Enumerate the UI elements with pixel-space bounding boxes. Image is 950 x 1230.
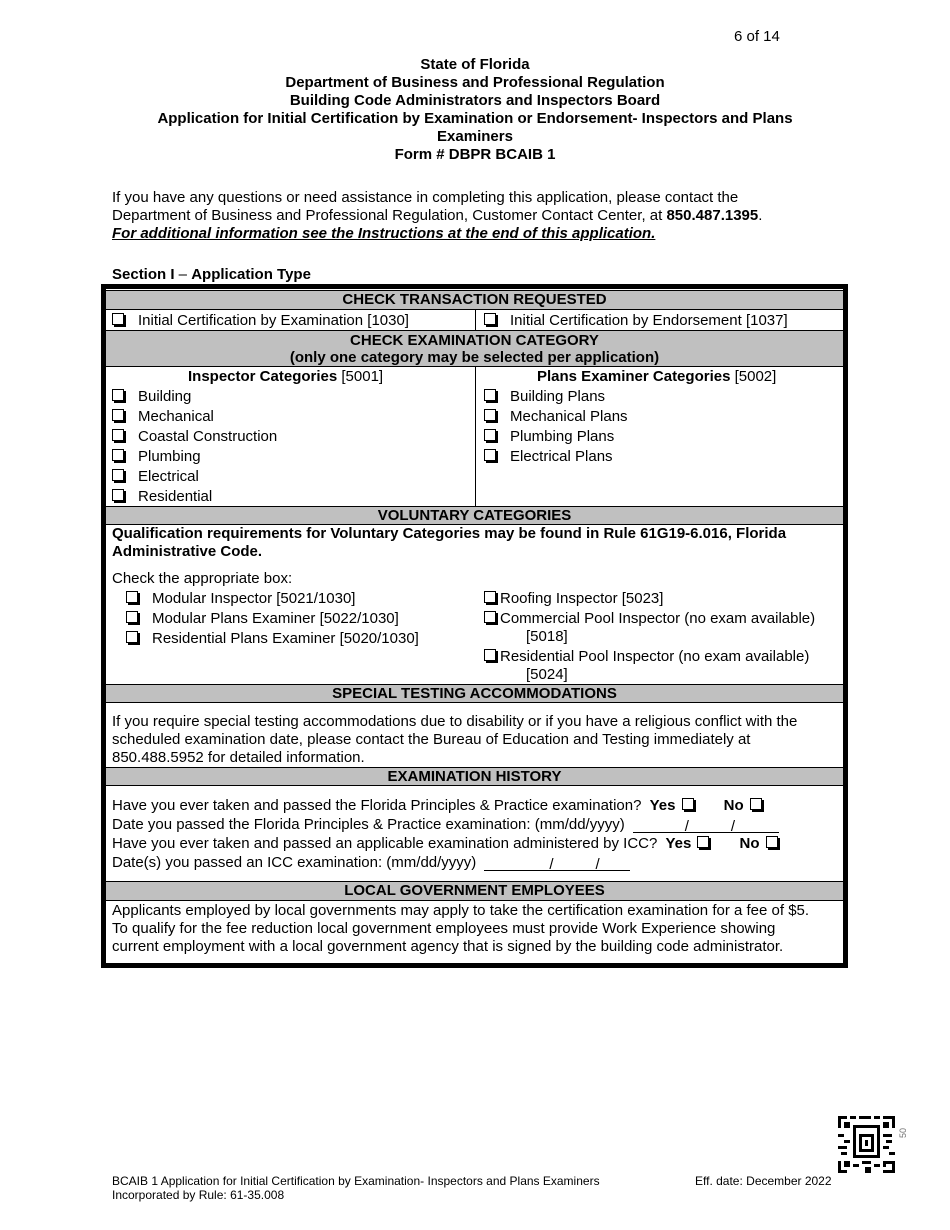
checkbox-icon[interactable] (484, 409, 496, 421)
checkbox-icon[interactable] (484, 313, 496, 325)
voluntary-qualification-line-2: Administrative Code. (112, 543, 263, 560)
special-testing-heading: SPECIAL TESTING ACCOMMODATIONS (106, 684, 843, 703)
form-header (100, 56, 850, 164)
transaction-option-endorsement-label: Initial Certification by Endorsement [1037] (510, 312, 788, 329)
plans-examiner-categories-title: Plans Examiner Categories (537, 368, 731, 385)
header-board: Building Code Administrators and Inspectors Board (289, 92, 661, 109)
inspector-electrical[interactable] (112, 468, 199, 486)
voluntary-modular-inspector[interactable] (126, 590, 355, 608)
florida-no-checkbox[interactable] (750, 798, 762, 810)
section-dash: – (174, 266, 192, 283)
history-florida-date (112, 816, 779, 834)
list-item: Commercial Pool Inspector (no exam available) (500, 610, 816, 627)
history-icc-question (112, 835, 778, 853)
plans-building[interactable] (484, 388, 605, 406)
checkbox-icon[interactable] (484, 591, 496, 603)
list-item: Mechanical (138, 408, 214, 425)
inspector-mechanical[interactable] (112, 408, 214, 426)
list-item: Building (138, 388, 192, 405)
checkbox-icon[interactable] (112, 409, 124, 421)
checkbox-icon[interactable] (126, 631, 138, 643)
list-item: Electrical (138, 468, 199, 485)
local-government-line-1: Applicants employed by local governments may apply to take the certification examination for a fee of $5. (112, 902, 810, 919)
contact-phone: 850.487.1395 (666, 207, 759, 224)
footer-rule: Incorporated by Rule: 61-35.008 (112, 1188, 285, 1202)
header-application-title: Application for Initial Certification by Examination or Endorsement- Inspectors and Plans (157, 110, 793, 127)
footer (112, 1174, 600, 1202)
date-separator: / (730, 818, 736, 835)
examination-history-heading: EXAMINATION HISTORY (106, 767, 843, 786)
voluntary-heading: VOLUNTARY CATEGORIES (106, 506, 843, 525)
qr-code-icon (838, 1116, 895, 1173)
transaction-option-examination[interactable] (112, 312, 409, 330)
check-appropriate-box: Check the appropriate box: (112, 570, 293, 587)
category-heading-note: (only one category may be selected per application) (289, 349, 660, 366)
transaction-option-endorsement[interactable] (484, 312, 788, 330)
plans-mechanical[interactable] (484, 408, 628, 426)
history-icc-question-text: Have you ever taken and passed an applicable examination administered by ICC? (112, 835, 658, 852)
inspector-categories-heading (188, 368, 383, 386)
inspector-building[interactable] (112, 388, 191, 406)
voluntary-modular-plans-examiner[interactable] (126, 610, 399, 628)
header-state: State of Florida (420, 56, 530, 73)
list-item: Plumbing (138, 448, 201, 465)
instructions-note: For additional information see the Instructions at the end of this application. (112, 225, 656, 242)
inspector-categories-title: Inspector Categories (188, 368, 338, 385)
icc-yes-checkbox[interactable] (697, 836, 709, 848)
inspector-coastal-construction[interactable] (112, 428, 277, 446)
category-heading-title: CHECK EXAMINATION CATEGORY (350, 332, 599, 349)
list-item: Residential Pool Inspector (no exam available) (500, 648, 810, 665)
transaction-option-examination-label: Initial Certification by Examination [1030] (138, 312, 409, 329)
checkbox-icon[interactable] (112, 389, 124, 401)
footer-effective-date: Eff. date: December 2022 (695, 1174, 832, 1188)
category-heading (106, 330, 843, 367)
checkbox-icon[interactable] (112, 489, 124, 501)
date-separator: / (595, 856, 600, 873)
icc-date-input[interactable] (484, 856, 630, 871)
no-label: No (739, 835, 760, 852)
voluntary-roofing-inspector[interactable] (484, 590, 663, 608)
history-florida-question-text: Have you ever taken and passed the Florida Principles & Practice examination? (112, 797, 642, 814)
local-government-heading: LOCAL GOVERNMENT EMPLOYEES (106, 881, 843, 901)
history-florida-date-text: Date you passed the Florida Principles & Practice examination: (mm/dd/yyyy) (112, 816, 625, 833)
intro-line-2-end: . (758, 207, 763, 224)
plans-examiner-categories-heading (537, 368, 776, 386)
column-divider (475, 310, 476, 330)
florida-date-input[interactable] (633, 818, 779, 833)
intro-line-1: If you have any questions or need assistance in completing this application, please contact the (112, 189, 739, 206)
date-separator: / (549, 856, 554, 873)
voluntary-commercial-pool-inspector[interactable] (484, 610, 815, 628)
header-application-title-cont: Examiners (437, 128, 513, 145)
special-testing-line-3: 850.488.5952 for detailed information. (112, 749, 365, 766)
intro-line-2 (112, 207, 832, 225)
icc-no-checkbox[interactable] (766, 836, 778, 848)
list-item: Building Plans (510, 388, 606, 405)
transaction-heading: CHECK TRANSACTION REQUESTED (106, 290, 843, 310)
checkbox-icon[interactable] (484, 611, 496, 623)
list-item: Electrical Plans (510, 448, 613, 465)
page-number: 6 of 14 (734, 28, 780, 45)
section-subtitle: Application Type (191, 266, 311, 283)
inspector-plumbing[interactable] (112, 448, 201, 466)
inspector-residential[interactable] (112, 488, 212, 506)
list-item: Modular Plans Examiner [5022/1030] (152, 610, 399, 627)
intro-line-2-text: Department of Business and Professional Regulation, Customer Contact Center, at (112, 207, 667, 224)
plans-plumbing[interactable] (484, 428, 614, 446)
checkbox-icon[interactable] (126, 611, 138, 623)
checkbox-icon[interactable] (112, 313, 124, 325)
list-item: Modular Inspector [5021/1030] (152, 590, 356, 607)
checkbox-icon[interactable] (484, 449, 496, 461)
checkbox-icon[interactable] (484, 649, 496, 661)
voluntary-residential-pool-inspector[interactable] (484, 648, 809, 666)
checkbox-icon[interactable] (112, 429, 124, 441)
no-label: No (723, 797, 744, 814)
yes-label: Yes (649, 797, 676, 814)
list-item: Plumbing Plans (510, 428, 615, 445)
list-item: Residential Plans Examiner [5020/1030] (152, 630, 419, 647)
list-item: Roofing Inspector [5023] (500, 590, 664, 607)
inspector-categories-code: [5001] (337, 368, 384, 385)
commercial-pool-code: [5018] (526, 628, 568, 645)
yes-label: Yes (665, 835, 692, 852)
section-title (112, 266, 311, 283)
checkbox-icon[interactable] (112, 469, 124, 481)
list-item: Residential (138, 488, 213, 505)
history-icc-date (112, 854, 630, 872)
local-government-line-3: current employment with a local government agency that is signed by the building code administrator. (112, 938, 784, 955)
side-page-number: 50 (898, 1127, 908, 1138)
local-government-line-2: To qualify for the fee reduction local government employees must provide Work Experience showing (112, 920, 776, 937)
residential-pool-code: [5024] (526, 666, 568, 683)
intro-text (112, 189, 832, 243)
voluntary-qualification-line-1: Qualification requirements for Voluntary Categories may be found in Rule 61G19-6.016, Florida (112, 525, 787, 542)
checkbox-icon[interactable] (484, 389, 496, 401)
checkbox-icon[interactable] (126, 591, 138, 603)
section-number: Section I (112, 266, 175, 283)
header-form-number: Form # DBPR BCAIB 1 (394, 146, 556, 163)
special-testing-line-1: If you require special testing accommodations due to disability or if you have a religious conflict with the (112, 713, 798, 730)
special-testing-line-2: scheduled examination date, please contact the Bureau of Education and Testing immediately at (112, 731, 751, 748)
column-divider (475, 367, 476, 506)
history-florida-question (112, 797, 762, 815)
plans-electrical[interactable] (484, 448, 613, 466)
checkbox-icon[interactable] (484, 429, 496, 441)
list-item: Coastal Construction (138, 428, 278, 445)
checkbox-icon[interactable] (112, 449, 124, 461)
date-separator: / (684, 818, 689, 835)
footer-form-title: BCAIB 1 Application for Initial Certification by Examination- Inspectors and Plans Examiners (112, 1174, 600, 1188)
list-item: Mechanical Plans (510, 408, 628, 425)
history-icc-date-text: Date(s) you passed an ICC examination: (mm/dd/yyyy) (112, 854, 477, 871)
florida-yes-checkbox[interactable] (682, 798, 694, 810)
voluntary-residential-plans-examiner[interactable] (126, 630, 419, 648)
header-department: Department of Business and Professional Regulation (285, 74, 665, 91)
plans-examiner-categories-code: [5002] (730, 368, 777, 385)
